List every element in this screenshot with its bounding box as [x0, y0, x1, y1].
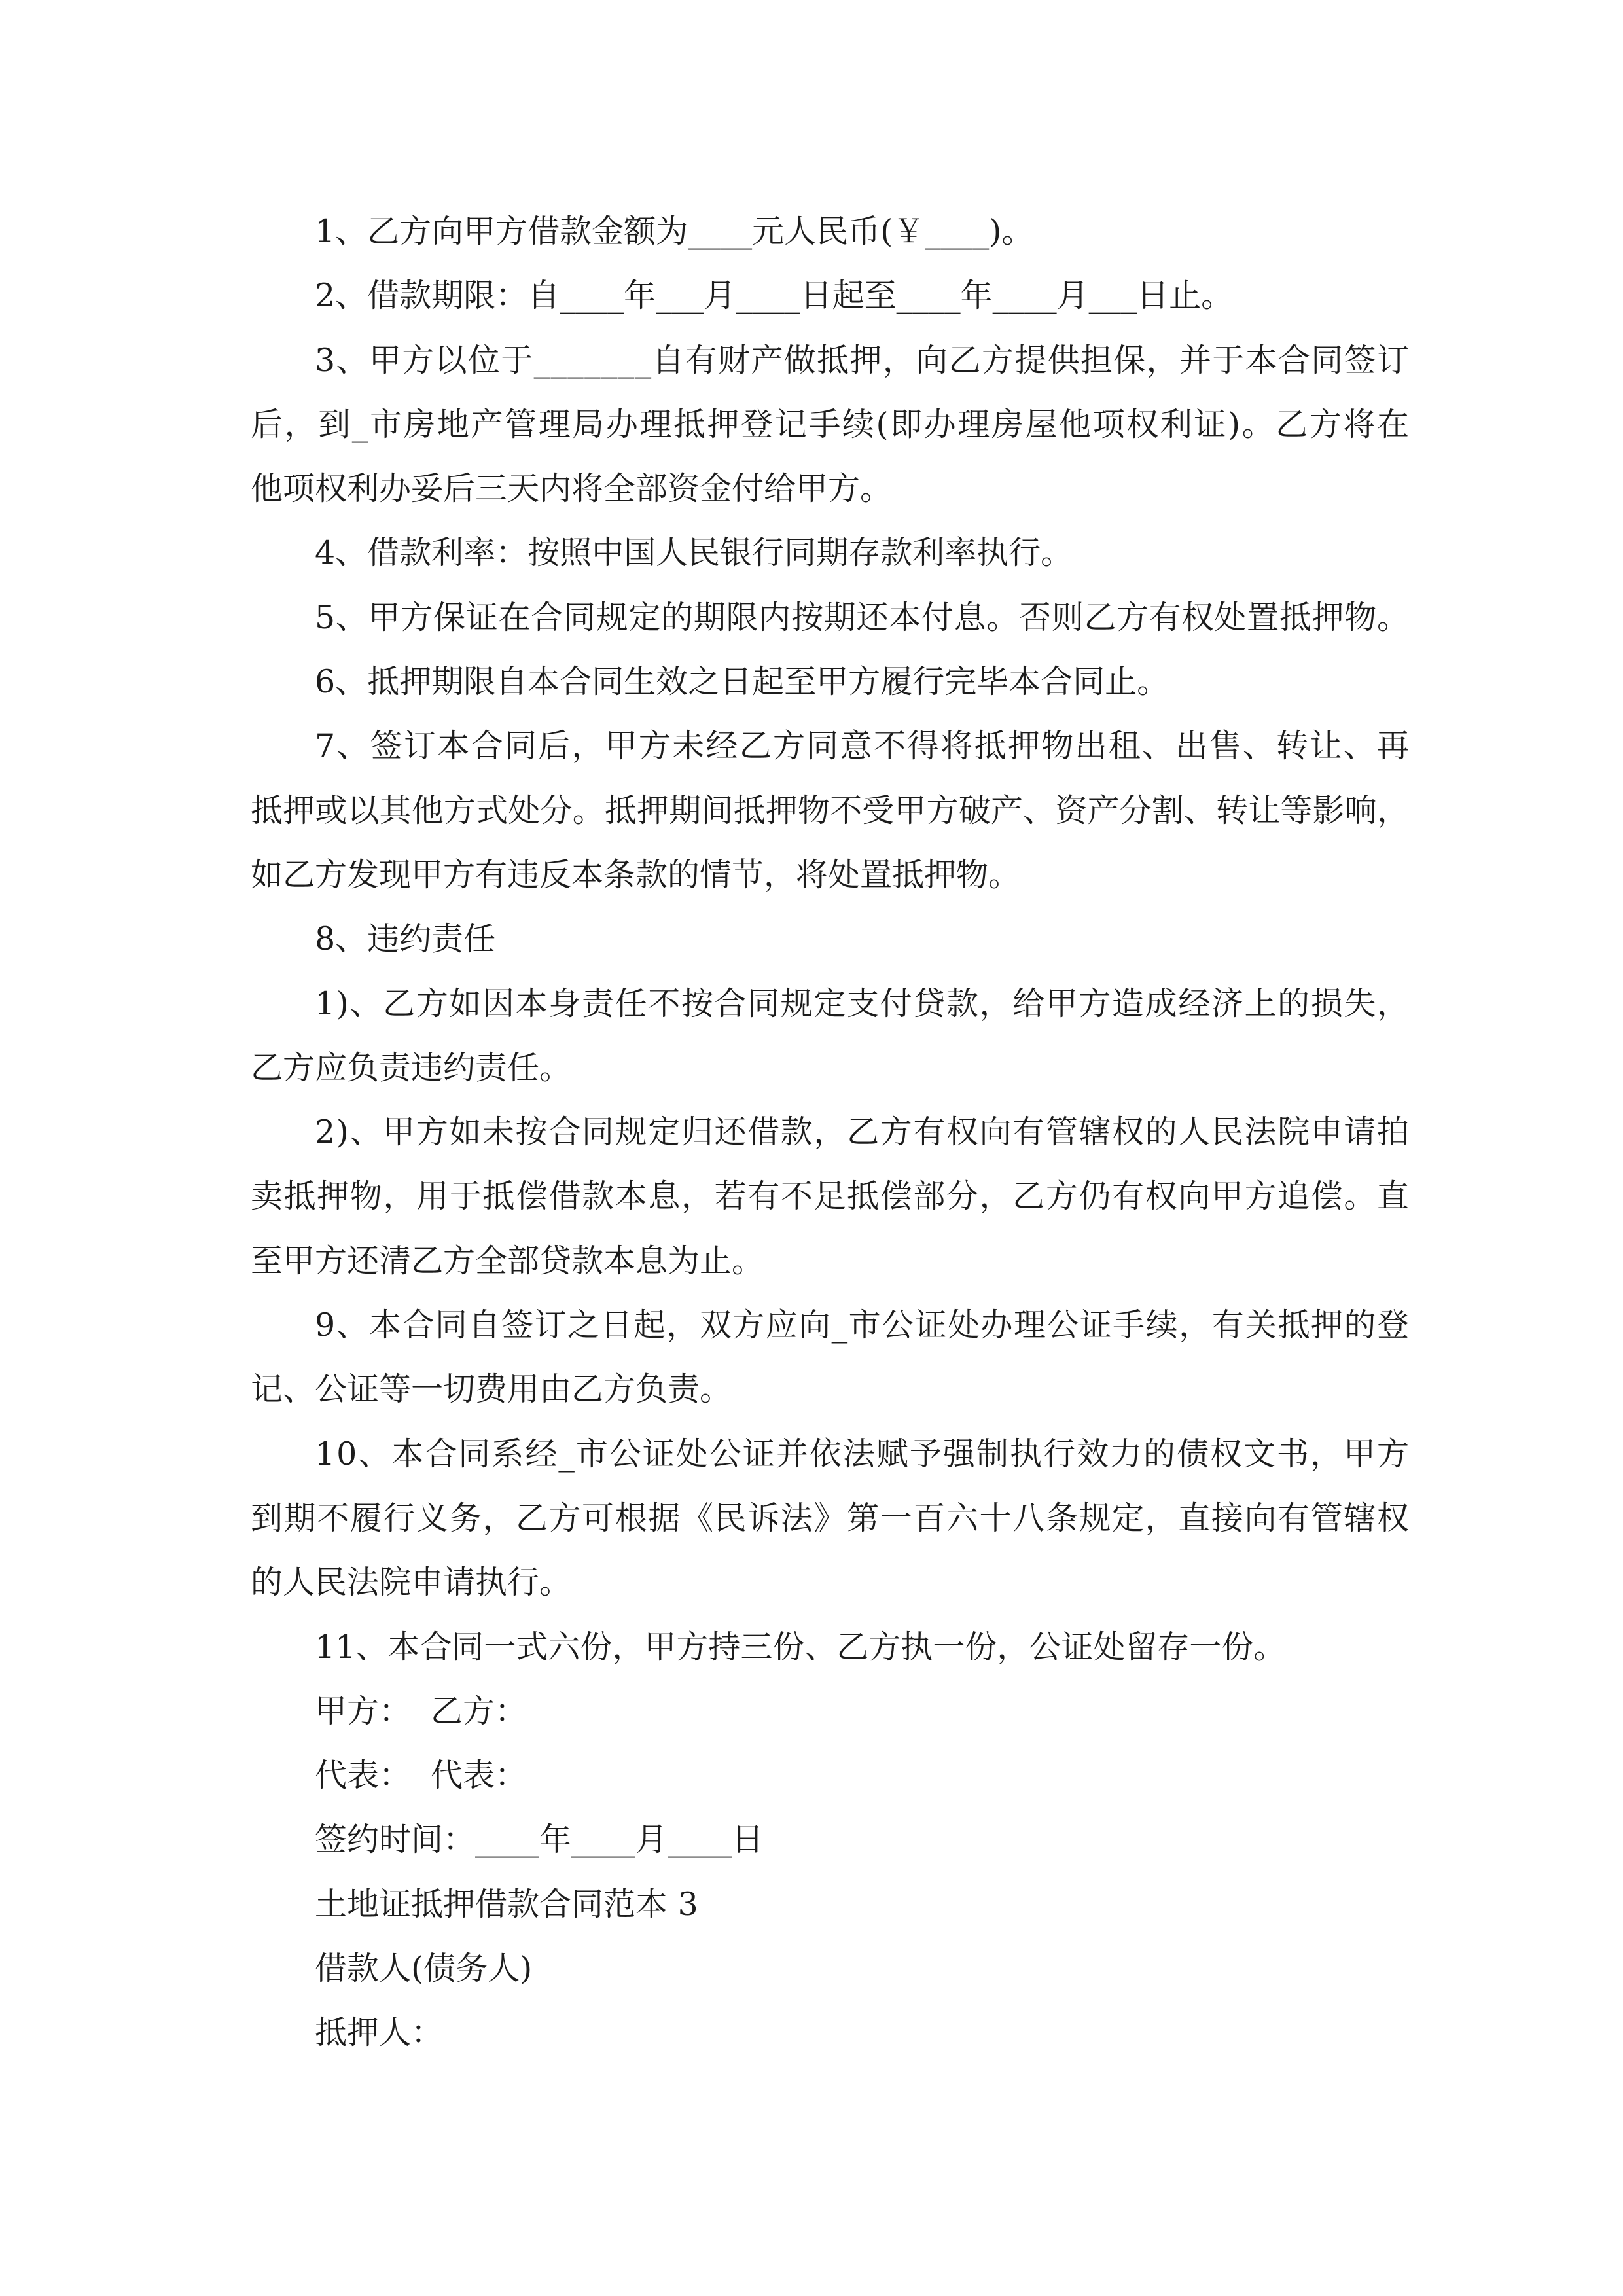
- clause-11-line-1: 11、本合同一式六份，甲方持三份、乙方执一份，公证处留存一份。: [315, 1628, 1286, 1666]
- signature-parties: [315, 1679, 1409, 1744]
- clause-8-1-line-1: 1)、乙方如因本身责任不按合同规定支付贷款，给甲方造成经济上的损失，: [315, 984, 1410, 1022]
- clause-1-line-1: 1、乙方向甲方借款金额为____元人民币(￥____)。: [315, 213, 1034, 250]
- representative-b-label: 代表：: [431, 1757, 527, 1795]
- clause-2-line-1: 2、借款期限：自____年___月____日起至____年____月___日止。: [315, 277, 1234, 315]
- signing-date: 签约时间：____年____月____日: [315, 1821, 764, 1859]
- clause-10-line-1: 10、本合同系经_市公证处公证并依法赋予强制执行效力的债权文书，甲方: [315, 1435, 1410, 1473]
- party-a-label: 甲方：: [315, 1692, 412, 1730]
- clause-5-line-1: 5、甲方保证在合同规定的期限内按期还本付息。否则乙方有权处置抵押物。: [315, 598, 1410, 636]
- clause-6-line-1: 6、抵押期限自本合同生效之日起至甲方履行完毕本合同止。: [315, 663, 1169, 701]
- clause-8-1-line-2: 乙方应负责违约责任。: [251, 1049, 572, 1086]
- clause-7-line-1: 7、签订本合同后，甲方未经乙方同意不得将抵押物出租、出售、转让、再: [315, 727, 1411, 765]
- clause-8-2-line-2: 卖抵押物，用于抵偿借款本息，若有不足抵偿部分，乙方仍有权向甲方追偿。直: [251, 1177, 1410, 1215]
- clause-7-line-3: 如乙方发现甲方有违反本条款的情节，将处置抵押物。: [251, 855, 1021, 893]
- clause-8-2-line-1: 2)、甲方如未按合同规定归还借款，乙方有权向有管辖权的人民法院申请拍: [315, 1113, 1410, 1151]
- clause-7-line-2: 抵押或以其他方式处分。抵押期间抵押物不受甲方破产、资产分割、转让等影响，: [251, 791, 1410, 829]
- signature-representatives: [315, 1744, 1409, 1808]
- clause-3-line-2: 后，到_市房地产管理局办理抵押登记手续(即办理房屋他项权利证)。乙方将在: [251, 405, 1411, 443]
- clause-8-2-line-3: 至甲方还清乙方全部贷款本息为止。: [251, 1242, 764, 1280]
- clause-10-line-2: 到期不履行义务，乙方可根据《民诉法》第一百六十八条规定，直接向有管辖权: [251, 1499, 1410, 1537]
- party-b-label: 乙方：: [431, 1692, 527, 1730]
- clause-9-line-1: 9、本合同自签订之日起，双方应向_市公证处办理公证手续，有关抵押的登: [315, 1306, 1410, 1344]
- contract-body: [251, 200, 1409, 2066]
- mortgagor-label: 抵押人：: [315, 2014, 444, 2052]
- clause-4-line-1: 4、借款利率：按照中国人民银行同期存款利率执行。: [315, 534, 1073, 572]
- borrower-label: 借款人(债务人): [315, 1950, 533, 1988]
- clause-3-line-3: 他项权利办妥后三天内将全部资金付给甲方。: [251, 470, 893, 508]
- clause-9-line-2: 记、公证等一切费用由乙方负责。: [251, 1371, 732, 1408]
- next-contract-title: 土地证抵押借款合同范本 3: [315, 1885, 698, 1923]
- representative-a-label: 代表：: [315, 1757, 412, 1795]
- clause-8-heading: 8、违约责任: [315, 920, 496, 958]
- clause-3-line-1: 3、甲方以位于_______自有财产做抵押，向乙方提供担保，并于本合同签订: [315, 341, 1410, 379]
- clause-10-line-3: 的人民法院申请执行。: [251, 1564, 572, 1602]
